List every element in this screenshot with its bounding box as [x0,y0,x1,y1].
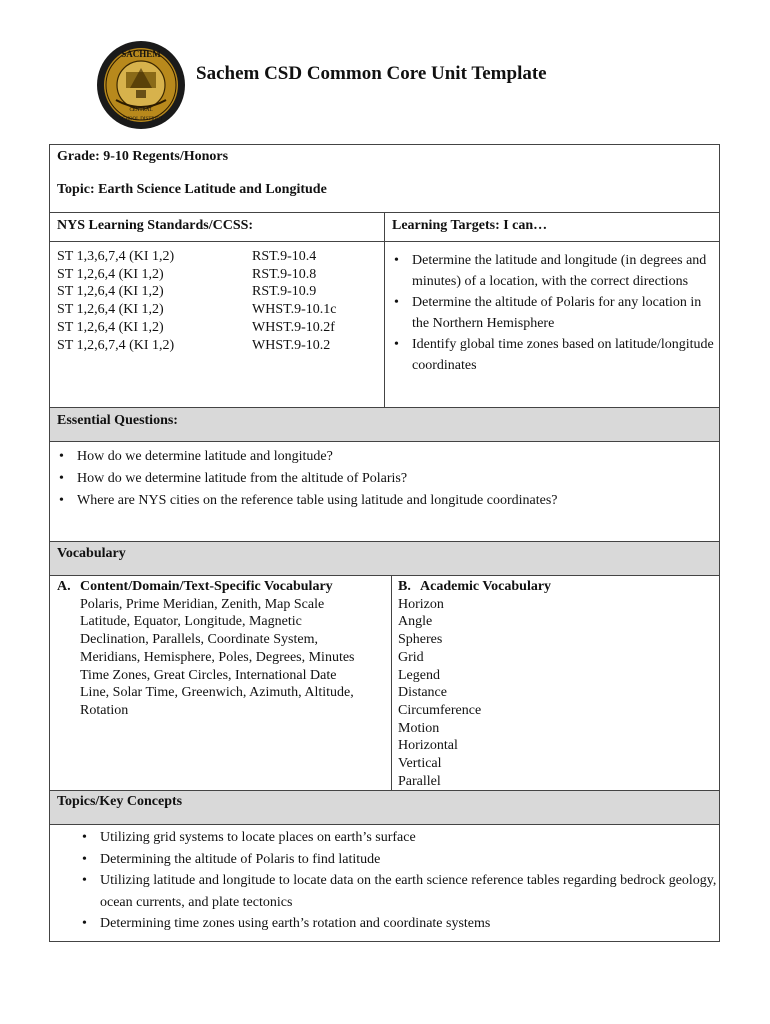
st-code: ST 1,2,6,7,4 (KI 1,2) [57,337,175,353]
standards-heading: NYS Learning Standards/CCSS: [57,218,254,233]
st-code: ST 1,2,6,4 (KI 1,2) [57,266,164,282]
ccss-code: WHST.9-10.2 [252,337,331,353]
document-title: Sachem CSD Common Core Unit Template [196,63,547,84]
unit-template-table [49,144,720,942]
vocabulary-divider [391,575,392,790]
essential-question-item: • How do we determine latitude from the altitude of Polaris? [57,468,707,490]
essential-questions-body [50,441,719,541]
essential-question-item: • Where are NYS cities on the reference table using latitude and longitude coordinates? [57,490,707,512]
grade-label: Grade: 9-10 Regents/Honors [57,149,229,164]
learning-target-item: • Determine the altitude of Polaris for any location in the Northern Hemisphere [392,292,714,334]
content-vocabulary-line: Declination, Parallels, Coordinate System, [80,632,318,648]
academic-term: Circumference [398,702,482,718]
academic-term: Distance [398,685,447,701]
content-vocabulary-line: Latitude, Equator, Longitude, Magnetic [80,614,302,630]
ccss-code: RST.9-10.4 [252,249,317,264]
topic-item: • Utilizing grid systems to locate places on earth’s surface [80,827,718,849]
topic-item: • Determining the altitude of Polaris to find latitude [80,849,718,871]
academic-term: Angle [398,614,433,630]
standards-body-row [50,241,719,407]
content-vocabulary-line: Rotation [80,702,129,718]
seal-middle-text: CENTRAL [129,108,153,113]
topic-item: • Utilizing latitude and longitude to locate data on the earth science reference tables regarding bedrock geology, ocean currents, and plate tectonics [80,870,718,913]
academic-term: Horizon [398,596,444,612]
content-vocabulary-line: Line, Solar Time, Greenwich, Azimuth, Altitude, [80,685,354,701]
academic-vocabulary-heading: Academic Vocabulary [420,579,552,594]
content-vocabulary-heading: Content/Domain/Text-Specific Vocabulary [80,579,333,594]
vocabulary-body [50,575,719,790]
seal-top-text: SACHEM [121,49,161,59]
st-code-list [57,248,174,354]
content-vocabulary-line: Meridians, Hemisphere, Poles, Degrees, Minutes [80,649,355,665]
st-code: ST 1,3,6,7,4 (KI 1,2) [57,249,175,264]
ccss-code: RST.9-10.8 [252,266,317,282]
topics-body [50,824,719,941]
learning-targets-heading: Learning Targets: I can… [392,218,548,233]
academic-term: Motion [398,720,440,736]
content-vocabulary-list [80,596,355,720]
topic-item: • Determining time zones using earth’s rotation and coordinate systems [80,913,718,935]
ccss-code: WHST.9-10.1c [252,302,337,318]
learning-target-item: • Determine the latitude and longitude (in degrees and minutes) of a location, with the correct directions [392,250,714,292]
content-vocabulary-line: Time Zones, Great Circles, International Date [80,667,337,683]
essential-question-item: • How do we determine latitude and longitude? [57,446,707,468]
academic-vocabulary-list [398,596,481,791]
st-code: ST 1,2,6,4 (KI 1,2) [57,284,164,300]
academic-term: Parallel [398,773,441,789]
essential-questions-heading: Essential Questions: [57,413,178,428]
sachem-district-seal-logo [96,40,186,130]
learning-target-item: • Identify global time zones based on latitude/longitude coordinates [392,334,714,376]
content-vocabulary-line: Polaris, Prime Meridian, Zenith, Map Scale [80,596,325,612]
document-header [0,0,770,140]
topics-header [50,790,719,824]
st-code: ST 1,2,6,4 (KI 1,2) [57,319,164,335]
seal-bottom-text: SCHOOL DISTRICT [119,117,163,122]
academic-term: Vertical [398,756,442,772]
academic-term: Spheres [398,632,443,648]
learning-targets-list [392,250,714,376]
ccss-code-list [252,248,337,354]
essential-questions-header [50,407,719,441]
academic-term: Horizontal [398,738,458,754]
st-code: ST 1,2,6,4 (KI 1,2) [57,302,164,318]
vocabulary-heading: Vocabulary [57,546,126,561]
topic-label: Topic: Earth Science Latitude and Longitude [57,182,327,197]
topics-heading: Topics/Key Concepts [57,794,183,809]
academic-term: Legend [398,667,440,683]
academic-term: Grid [398,649,424,665]
vocabulary-header [50,541,719,575]
essential-questions-list [57,446,707,512]
academic-vocabulary-label: B. [398,579,411,594]
content-vocabulary-label: A. [57,579,71,594]
ccss-code: WHST.9-10.2f [252,319,335,335]
topics-list [80,827,718,935]
ccss-code: RST.9-10.9 [252,284,317,300]
